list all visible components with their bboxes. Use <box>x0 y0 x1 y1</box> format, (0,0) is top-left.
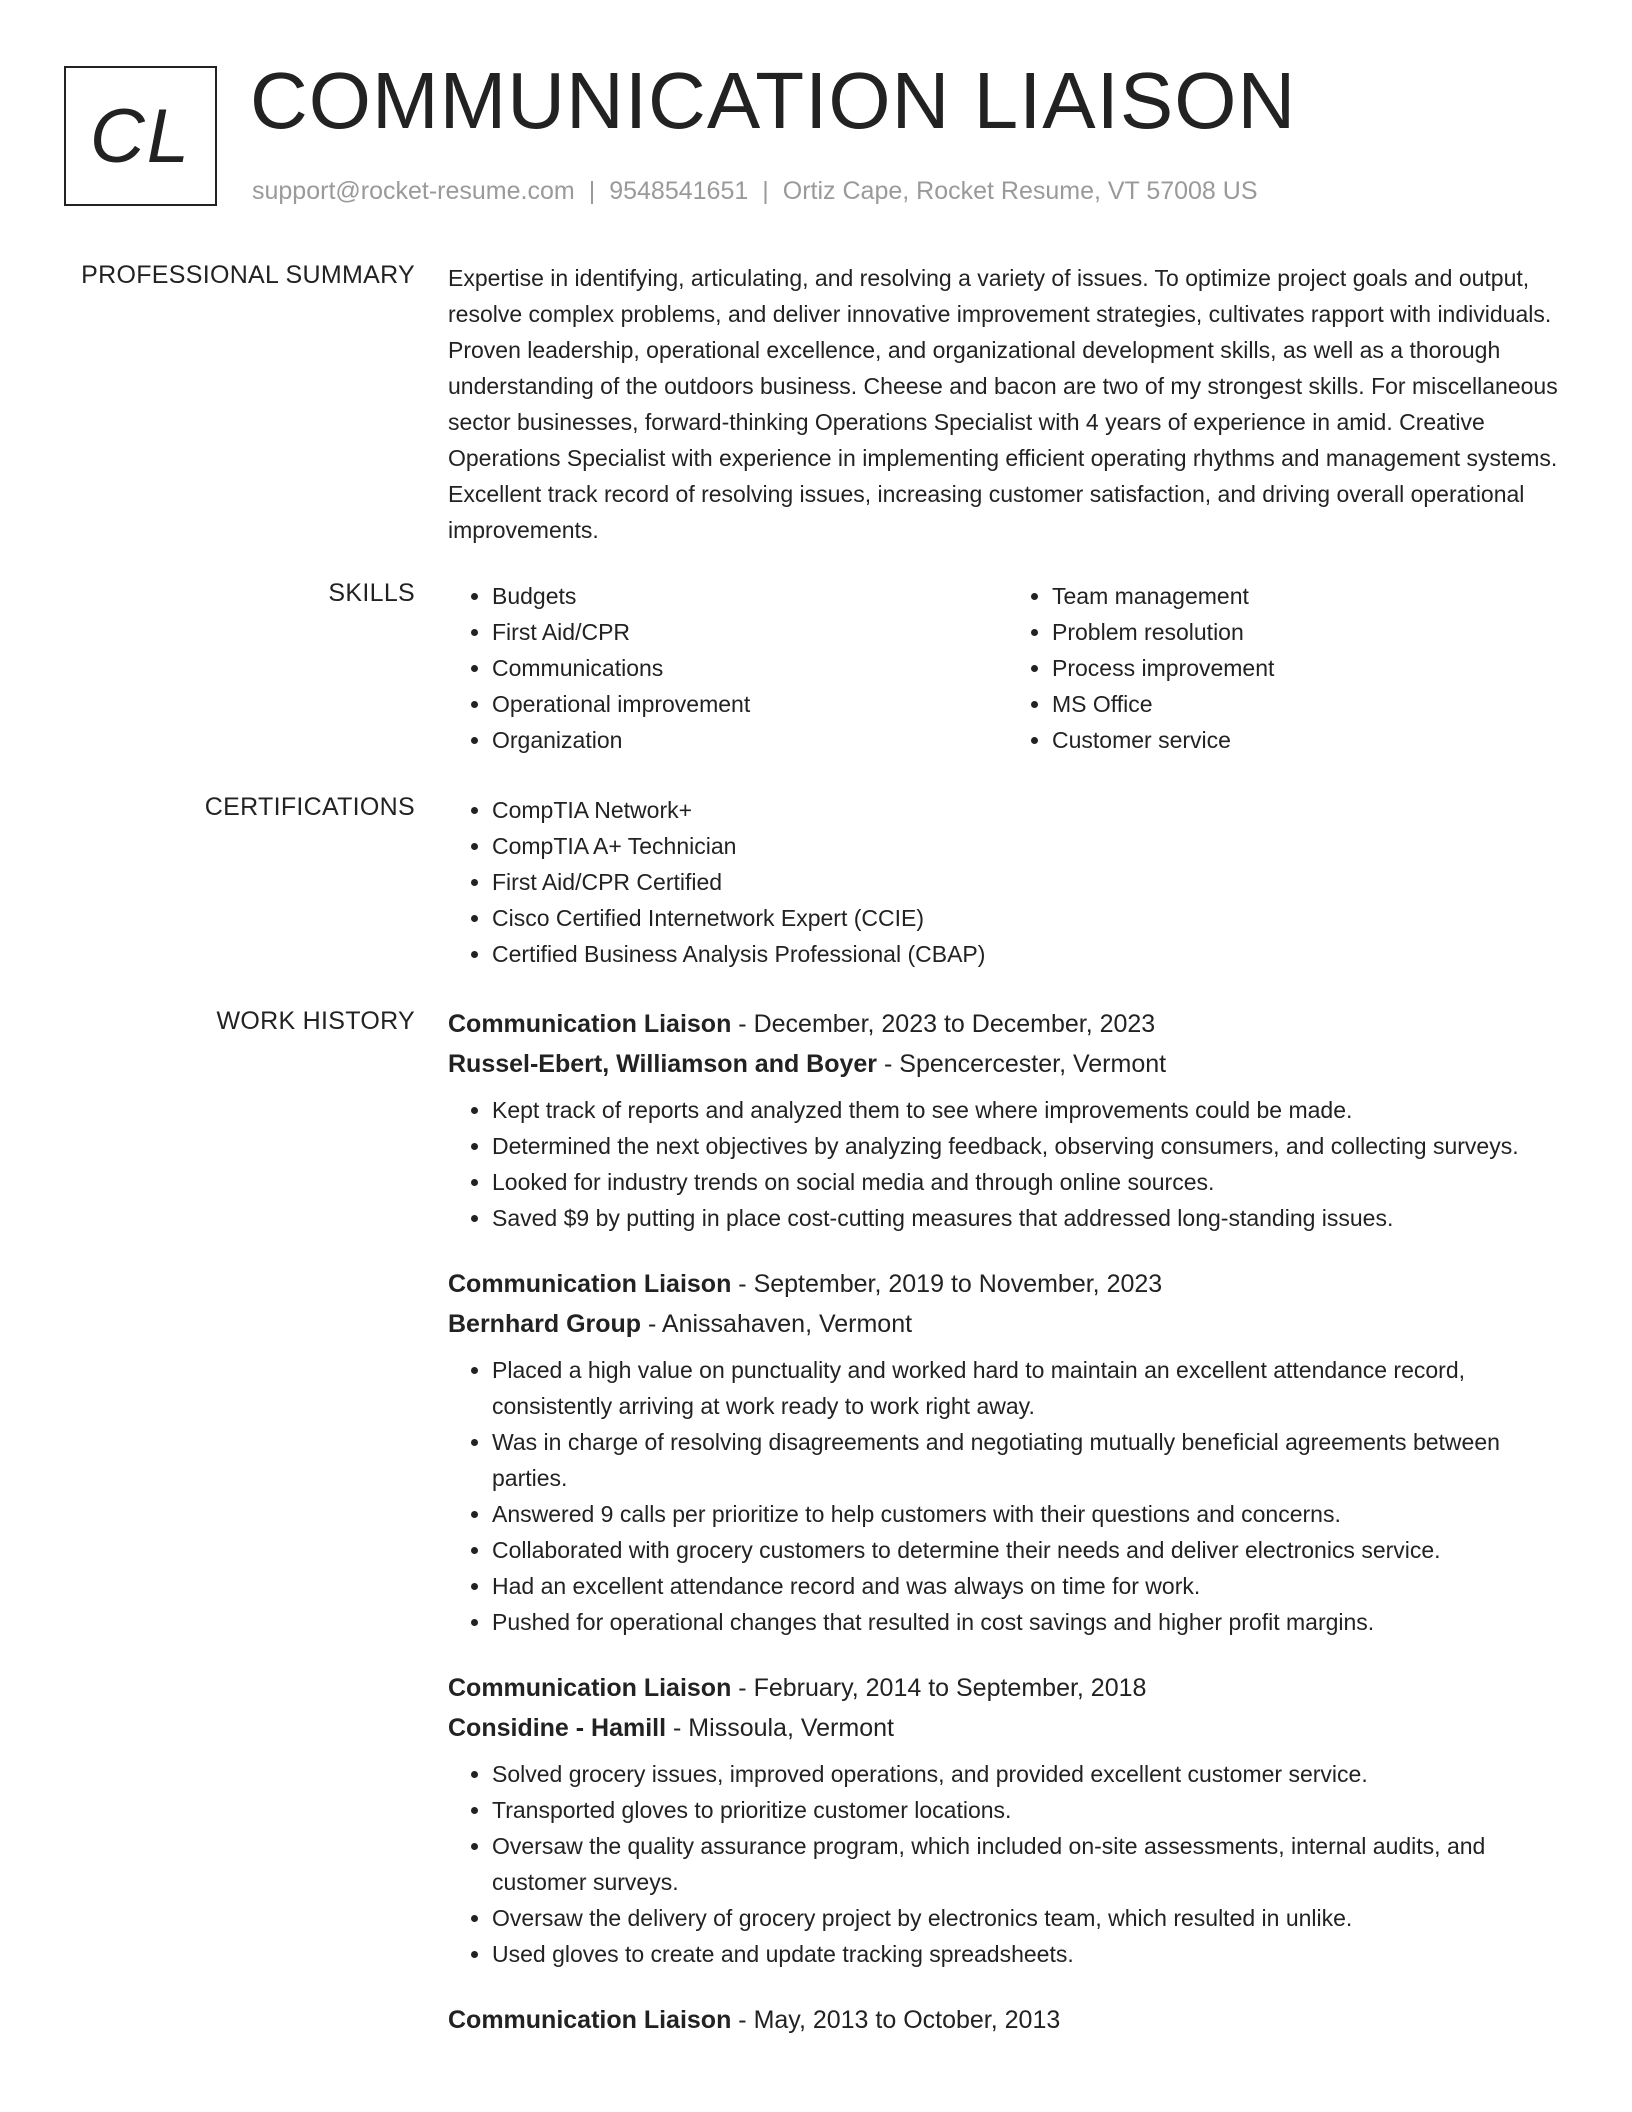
job-title-line <box>448 2000 1568 2040</box>
skills-body <box>448 578 1568 758</box>
job-bullet: • Oversaw the delivery of grocery project by electronics team, which resulted in unlike. <box>492 1900 1568 1936</box>
job-entry <box>448 1668 1568 1972</box>
job-bullet: • Kept track of reports and analyzed them to see where improvements could be made. <box>492 1092 1568 1128</box>
job-dates: - December, 2023 to December, 2023 <box>731 1010 1156 1038</box>
job-bullet: • Saved $9 by putting in place cost-cutting measures that addressed long-standing issues. <box>492 1200 1568 1236</box>
job-dates: - September, 2019 to November, 2023 <box>731 1270 1163 1298</box>
skill-item: • First Aid/CPR <box>492 614 1008 650</box>
job-company-line <box>448 1044 1568 1084</box>
job-bullet: • Looked for industry trends on social media and through online sources. <box>492 1164 1568 1200</box>
job-bullet: • Pushed for operational changes that resulted in cost savings and higher profit margins. <box>492 1604 1568 1640</box>
job-title: Communication Liaison <box>448 1270 732 1298</box>
job-bullet: • Had an excellent attendance record and was always on time for work. <box>492 1568 1568 1604</box>
job-bullet: • Placed a high value on punctuality and worked hard to maintain an excellent attendance record, consistently arriving at work ready to work right away. <box>492 1352 1568 1424</box>
job-entry <box>448 1264 1568 1640</box>
skills-list-left <box>448 578 1008 758</box>
certification-item: • CompTIA A+ Technician <box>492 828 1568 864</box>
job-location: - Spencercester, Vermont <box>877 1050 1167 1078</box>
job-bullet: • Used gloves to create and update tracking spreadsheets. <box>492 1936 1568 1972</box>
job-title: Communication Liaison <box>448 2006 732 2034</box>
job-bullet: • Collaborated with grocery customers to determine their needs and deliver electronics service. <box>492 1532 1568 1568</box>
job-title: Communication Liaison <box>448 1674 732 1702</box>
job-location: - Anissahaven, Vermont <box>641 1310 913 1338</box>
job-company-line <box>448 1304 1568 1344</box>
job-bullet: • Determined the next objectives by analyzing feedback, observing consumers, and collecting surveys. <box>492 1128 1568 1164</box>
job-bullet: • Transported gloves to prioritize customer locations. <box>492 1792 1568 1828</box>
skill-item: • Problem resolution <box>1052 614 1568 650</box>
job-bullets <box>448 1092 1568 1236</box>
contact-line <box>252 176 1258 206</box>
skill-item: • Process improvement <box>1052 650 1568 686</box>
job-title-line <box>448 1004 1568 1044</box>
job-location: - Missoula, Vermont <box>666 1714 894 1742</box>
section-label-work-history: WORK HISTORY <box>216 1007 415 1035</box>
job-title: Communication Liaison <box>448 1010 732 1038</box>
skill-item: • Customer service <box>1052 722 1568 758</box>
job-dates: - February, 2014 to September, 2018 <box>731 1674 1147 1702</box>
job-bullets <box>448 1352 1568 1640</box>
section-label-certifications: CERTIFICATIONS <box>204 793 415 821</box>
summary-body <box>448 260 1568 548</box>
separator: | <box>588 177 596 205</box>
skill-item: • Team management <box>1052 578 1568 614</box>
section-label-skills: SKILLS <box>328 579 415 607</box>
work-history-body <box>448 1004 1568 2068</box>
job-bullet: • Answered 9 calls per prioritize to help customers with their questions and concerns. <box>492 1496 1568 1532</box>
job-dates: - May, 2013 to October, 2013 <box>731 2006 1061 2034</box>
phone[interactable]: 9548541651 <box>609 177 749 205</box>
job-entry <box>448 1004 1568 1236</box>
certifications-list <box>448 792 1568 972</box>
summary-text: Expertise in identifying, articulating, and resolving a variety of issues. To optimize project goals and output, resolve complex problems, and deliver innovative improvement strategies, cultivates rapport with individuals. Proven leadership, operational excellence, and organizational development skills, as well as a thorough understanding of the outdoors business. Cheese and bacon are two of my strongest skills. For miscellaneous sector businesses, forward-thinking Operations Specialist with 4 years of experience in amid. Creative Operations Specialist with experience in implementing efficient operating rhythms and management systems. Excellent track record of resolving issues, increasing customer satisfaction, and driving overall operational improvements. <box>448 265 1558 543</box>
job-bullet: • Was in charge of resolving disagreements and negotiating mutually beneficial agreements between parties. <box>492 1424 1568 1496</box>
certification-item: • Cisco Certified Internetwork Expert (CCIE) <box>492 900 1568 936</box>
job-company: Russel-Ebert, Williamson and Boyer <box>448 1050 878 1078</box>
email[interactable]: support@rocket-resume.com <box>252 177 575 205</box>
job-bullet: • Oversaw the quality assurance program, which included on-site assessments, internal audits, and customer surveys. <box>492 1828 1568 1900</box>
job-company: Bernhard Group <box>448 1310 642 1338</box>
candidate-name: COMMUNICATION LIAISON <box>250 56 1297 145</box>
skill-item: • Budgets <box>492 578 1008 614</box>
job-bullet: • Solved grocery issues, improved operations, and provided excellent customer service. <box>492 1756 1568 1792</box>
address: Ortiz Cape, Rocket Resume, VT 57008 US <box>782 177 1258 205</box>
skill-item: • Operational improvement <box>492 686 1008 722</box>
certification-item: • First Aid/CPR Certified <box>492 864 1568 900</box>
job-title-line <box>448 1668 1568 1708</box>
certification-item: • Certified Business Analysis Professional (CBAP) <box>492 936 1568 972</box>
skill-item: • Communications <box>492 650 1008 686</box>
skill-item: • MS Office <box>1052 686 1568 722</box>
skill-item: • Organization <box>492 722 1008 758</box>
section-label-summary: PROFESSIONAL SUMMARY <box>81 261 415 289</box>
job-title-line <box>448 1264 1568 1304</box>
certification-item: • CompTIA Network+ <box>492 792 1568 828</box>
job-company: Considine - Hamill <box>448 1714 667 1742</box>
job-entry <box>448 2000 1568 2040</box>
separator: | <box>762 177 769 205</box>
certifications-body <box>448 792 1568 972</box>
job-company-line <box>448 1708 1568 1748</box>
skills-list-right <box>1008 578 1568 758</box>
monogram: CL <box>64 66 217 206</box>
job-bullets <box>448 1756 1568 1972</box>
